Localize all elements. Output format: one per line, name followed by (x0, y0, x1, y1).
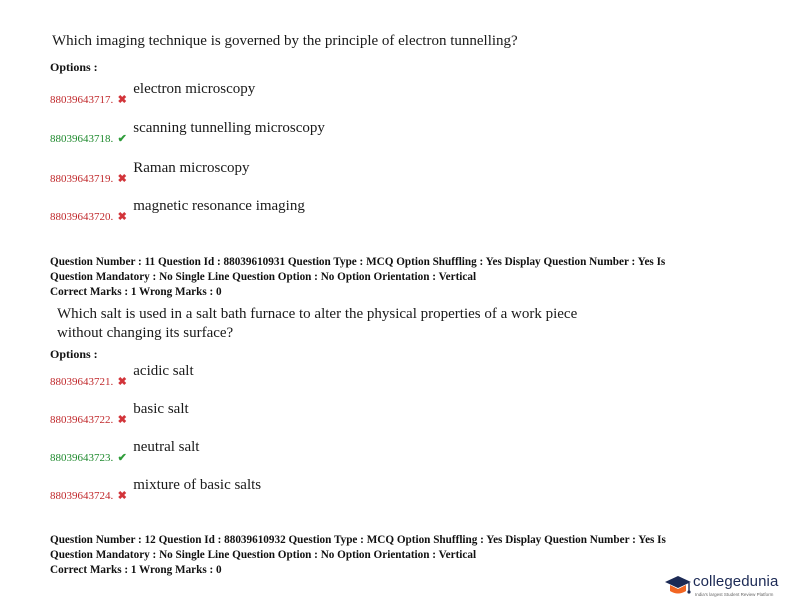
meta-line: Question Mandatory : No Single Line Question Option : No Option Orientation : Vertical (50, 549, 477, 561)
cross-icon: ✖ (117, 376, 127, 388)
option-q10-4 (50, 198, 305, 223)
meta-line: Question Mandatory : No Single Line Question Option : No Option Orientation : Vertical (50, 271, 477, 283)
option-q10-1 (50, 81, 256, 106)
option-text: mixture of basic salts (133, 477, 262, 493)
option-q11-4 (50, 477, 262, 502)
question-11-meta (50, 255, 665, 300)
option-q11-2 (50, 401, 189, 426)
meta-line: Question Number : 11 Question Id : 88039610931 Question Type : MCQ Option Shuffling : Yes Display Question Number : Yes Is (50, 256, 666, 268)
check-icon: ✔ (117, 133, 127, 145)
option-text: magnetic resonance imaging (133, 198, 305, 214)
option-q10-3 (50, 160, 250, 185)
question-10-text: Which imaging technique is governed by the principle of electron tunnelling? (52, 33, 518, 49)
option-text: scanning tunnelling microscopy (133, 120, 325, 136)
logo-wordmark: collegedunia (693, 573, 779, 590)
cross-icon: ✖ (117, 211, 127, 223)
question-11-text (57, 305, 577, 343)
cross-icon: ✖ (117, 414, 127, 426)
option-id: 88039643724. (50, 490, 114, 502)
marks-line: Correct Marks : 1 Wrong Marks : 0 (50, 564, 222, 576)
option-id: 88039643717. (50, 94, 114, 106)
cross-icon: ✖ (117, 94, 127, 106)
collegedunia-logo (660, 570, 788, 608)
options-label-q10: Options : (50, 60, 98, 74)
cross-icon: ✖ (117, 173, 127, 185)
logo-tagline: India's largest Student Review Platform (695, 592, 774, 597)
option-id: 88039643719. (50, 173, 114, 185)
marks-line: Correct Marks : 1 Wrong Marks : 0 (50, 286, 222, 298)
option-id: 88039643723. (50, 452, 114, 464)
option-text: acidic salt (133, 363, 194, 379)
option-id: 88039643722. (50, 414, 114, 426)
option-id: 88039643720. (50, 211, 114, 223)
meta-line: Question Number : 12 Question Id : 88039610932 Question Type : MCQ Option Shuffling : Yes Display Question Number : Yes Is (50, 534, 666, 546)
question-line: without changing its surface? (57, 325, 234, 341)
option-text: electron microscopy (133, 81, 256, 97)
options-label-q11: Options : (50, 347, 98, 361)
option-q11-1 (50, 363, 194, 388)
option-q10-2 (50, 120, 325, 145)
question-12-meta (50, 533, 666, 578)
option-text: neutral salt (133, 439, 200, 455)
option-id: 88039643718. (50, 133, 114, 145)
option-text: Raman microscopy (133, 160, 250, 176)
option-q11-3 (50, 439, 200, 464)
check-icon: ✔ (117, 452, 127, 464)
cross-icon: ✖ (117, 490, 127, 502)
option-text: basic salt (133, 401, 189, 417)
graduation-cap-icon (664, 574, 692, 600)
question-line: Which salt is used in a salt bath furnace to alter the physical properties of a work piece (57, 306, 578, 322)
option-id: 88039643721. (50, 376, 114, 388)
